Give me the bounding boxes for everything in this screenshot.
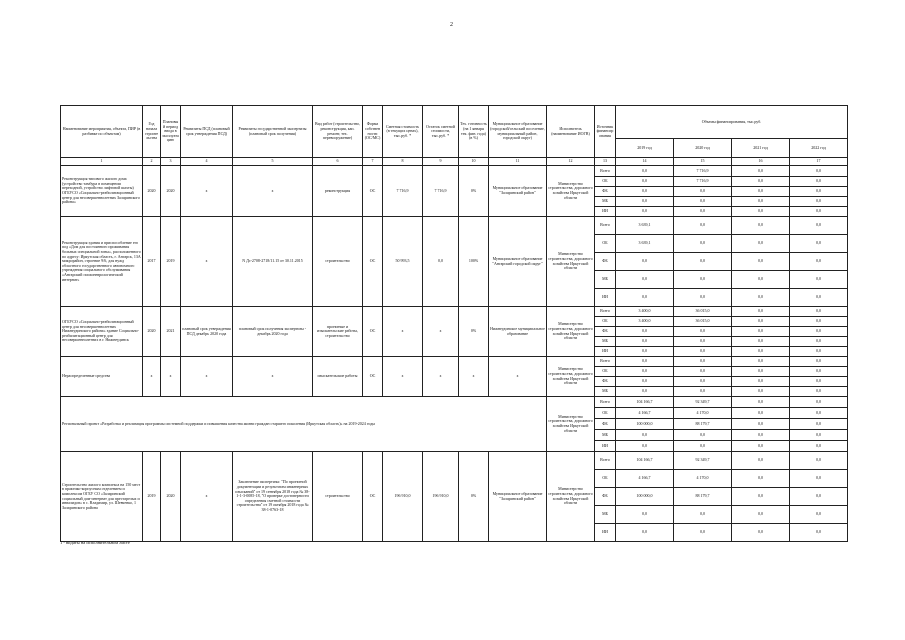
column-header: Объемы финансирования, тыс.руб. bbox=[616, 106, 848, 139]
amount-cell: 0,0 bbox=[790, 524, 848, 542]
amount-cell: 0,0 bbox=[674, 347, 732, 357]
amount-cell: 0,0 bbox=[616, 367, 674, 377]
funding-source: ФБ bbox=[595, 488, 616, 506]
amount-cell: 100 000,0 bbox=[616, 488, 674, 506]
amount-cell: 0,0 bbox=[790, 307, 848, 317]
amount-cell: 3 639,1 bbox=[616, 217, 674, 235]
amount-cell: 4 166,7 bbox=[616, 470, 674, 488]
amount-cell: 0,0 bbox=[674, 387, 732, 397]
column-header: Тех. готовность (на 1 января тек. фин. года) (в %) bbox=[459, 106, 489, 158]
column-header: Реквизиты государственной экспертизы (плановый срок получения) bbox=[233, 106, 313, 158]
amount-cell: 0,0 bbox=[790, 377, 848, 387]
table-cell: 0,0 bbox=[423, 217, 459, 307]
object-name: Реконструкция типового жилого дома (устройство тамбура в помещении переходной, устройство лифтовой шахты) ОГБУСО «Социально-реабилитационный центр для несовершеннолетних Заларинского района» bbox=[61, 166, 143, 217]
funding-source: Всего bbox=[595, 397, 616, 408]
amount-cell: 88 179,7 bbox=[674, 419, 732, 430]
funding-source: МБ bbox=[595, 506, 616, 524]
amount-cell: 0,0 bbox=[790, 357, 848, 367]
table-cell: x bbox=[423, 307, 459, 357]
amount-cell: 0,0 bbox=[790, 289, 848, 307]
table-cell: Министерство строительства, дорожного хозяйства Иркутской области bbox=[547, 452, 595, 542]
amount-cell: 0,0 bbox=[674, 271, 732, 289]
amount-cell: 0,0 bbox=[616, 197, 674, 207]
column-number: 4 bbox=[181, 158, 233, 166]
amount-cell: 0,0 bbox=[790, 506, 848, 524]
amount-cell: 88 179,7 bbox=[674, 488, 732, 506]
amount-cell: 0,0 bbox=[732, 235, 790, 253]
funding-source: ИИ bbox=[595, 207, 616, 217]
table-cell: x bbox=[489, 357, 547, 397]
funding-source: ОБ bbox=[595, 470, 616, 488]
year-header: 2019 год bbox=[616, 139, 674, 158]
funding-source: ИИ bbox=[595, 524, 616, 542]
amount-cell: 0,0 bbox=[732, 317, 790, 327]
table-cell: Министерство строительства, дорожного хозяйства Иркутской области bbox=[547, 307, 595, 357]
object-name: ОГБУСО «Социально-реабилитационный центр для несовершеннолетних Нижнеудинского района» здание Социально-реабилитационный центр для несовершеннолетних в г. Нижнеудинск bbox=[61, 307, 143, 357]
amount-cell: 0,0 bbox=[616, 327, 674, 337]
amount-cell: 0,0 bbox=[616, 357, 674, 367]
funding-source: ФБ bbox=[595, 327, 616, 337]
funding-source: ФБ bbox=[595, 253, 616, 271]
amount-cell: 0,0 bbox=[674, 217, 732, 235]
funding-source: Всего bbox=[595, 357, 616, 367]
amount-cell: 7 716,9 bbox=[674, 166, 732, 177]
amount-cell: 4 170,0 bbox=[674, 408, 732, 419]
amount-cell: 36 015,0 bbox=[674, 317, 732, 327]
funding-source: Всего bbox=[595, 166, 616, 177]
column-number: 12 bbox=[547, 158, 595, 166]
table-cell: Министерство строительства, дорожного хозяйства Иркутской области bbox=[547, 166, 595, 217]
table-cell: Министерство строительства, дорожного хозяйства Иркутской области bbox=[547, 357, 595, 397]
table-cell: реконструкция bbox=[313, 166, 363, 217]
amount-cell: 0,0 bbox=[790, 166, 848, 177]
table-cell: 0% bbox=[459, 307, 489, 357]
table-cell: x bbox=[181, 357, 233, 397]
funding-source: ИИ bbox=[595, 441, 616, 452]
column-header: Наименование мероприятия, объекта, ПИР (в разбивке по объектам) bbox=[61, 106, 143, 158]
table-row bbox=[61, 166, 848, 177]
amount-cell: 0,0 bbox=[790, 470, 848, 488]
table-cell: N Дс-2708-2718/11.15 от 30.11.2015 bbox=[233, 217, 313, 307]
table-cell: ОС bbox=[363, 452, 383, 542]
table-cell: x bbox=[423, 357, 459, 397]
amount-cell: 0,0 bbox=[616, 430, 674, 441]
amount-cell: 0,0 bbox=[790, 197, 848, 207]
table-cell: x bbox=[181, 217, 233, 307]
table-cell: плановый срок получения экспертизы - декабрь 2020 года bbox=[233, 307, 313, 357]
amount-cell: 0,0 bbox=[790, 207, 848, 217]
column-number-row bbox=[61, 158, 848, 166]
column-header: Год начала строительства bbox=[143, 106, 161, 158]
column-header: Сметная стоимость (в текущих ценах), тыс.руб. * bbox=[383, 106, 423, 158]
table-cell: Муниципальное образование "Ангарский городской округ" bbox=[489, 217, 547, 307]
funding-source: ФБ bbox=[595, 187, 616, 197]
column-header: Форма собственности (ОС/МС) bbox=[363, 106, 383, 158]
amount-cell: 104 166,7 bbox=[616, 397, 674, 408]
table-cell: 2020 bbox=[161, 166, 181, 217]
amount-cell: 0,0 bbox=[790, 187, 848, 197]
table-cell: ОС bbox=[363, 217, 383, 307]
table-cell: плановый срок утверждения ПСД декабрь 2020 года bbox=[181, 307, 233, 357]
amount-cell: 0,0 bbox=[732, 524, 790, 542]
amount-cell: 0,0 bbox=[732, 187, 790, 197]
table-cell: проектные и изыскательские работы, строительство bbox=[313, 307, 363, 357]
table-row bbox=[61, 452, 848, 470]
column-header: Остаток сметной стоимости, тыс.руб. * bbox=[423, 106, 459, 158]
funding-source: ИИ bbox=[595, 289, 616, 307]
amount-cell: 0,0 bbox=[732, 271, 790, 289]
object-name: Нераспределенные средства bbox=[61, 357, 143, 397]
amount-cell: 0,0 bbox=[732, 470, 790, 488]
funding-source: ИИ bbox=[595, 347, 616, 357]
table-cell: строительство bbox=[313, 452, 363, 542]
amount-cell: 100 000,0 bbox=[616, 419, 674, 430]
column-number: 15 bbox=[674, 158, 732, 166]
funding-source: Всего bbox=[595, 217, 616, 235]
amount-cell: 0,0 bbox=[790, 408, 848, 419]
amount-cell: 0,0 bbox=[616, 253, 674, 271]
column-number: 11 bbox=[489, 158, 547, 166]
amount-cell: 0,0 bbox=[732, 452, 790, 470]
amount-cell: 92 349,7 bbox=[674, 452, 732, 470]
amount-cell: 0,0 bbox=[732, 506, 790, 524]
amount-cell: 0,0 bbox=[790, 367, 848, 377]
table-cell: ОС bbox=[363, 357, 383, 397]
amount-cell: 0,0 bbox=[790, 337, 848, 347]
table-cell: 0% bbox=[459, 452, 489, 542]
table-cell: изыскательские работы bbox=[313, 357, 363, 397]
funding-source: МБ bbox=[595, 430, 616, 441]
amount-cell: 0,0 bbox=[790, 452, 848, 470]
amount-cell: 0,0 bbox=[674, 357, 732, 367]
amount-cell: 0,0 bbox=[616, 187, 674, 197]
funding-source: ОБ bbox=[595, 235, 616, 253]
amount-cell: 0,0 bbox=[674, 367, 732, 377]
amount-cell: 0,0 bbox=[674, 430, 732, 441]
table-cell: строительство bbox=[313, 217, 363, 307]
amount-cell: 0,0 bbox=[674, 235, 732, 253]
amount-cell: 0,0 bbox=[790, 253, 848, 271]
amount-cell: 0,0 bbox=[616, 441, 674, 452]
amount-cell: 0,0 bbox=[732, 377, 790, 387]
amount-cell: 0,0 bbox=[790, 327, 848, 337]
amount-cell: 0,0 bbox=[790, 177, 848, 187]
funding-source: Всего bbox=[595, 452, 616, 470]
page-number: 2 bbox=[450, 22, 453, 28]
table-cell: x bbox=[181, 166, 233, 217]
table-cell: 0% bbox=[459, 166, 489, 217]
year-header: 2022 год bbox=[790, 139, 848, 158]
amount-cell: 0,0 bbox=[732, 337, 790, 347]
amount-cell: 0,0 bbox=[732, 430, 790, 441]
table-cell: x bbox=[233, 166, 313, 217]
amount-cell: 0,0 bbox=[732, 307, 790, 317]
table-cell: 50 993,5 bbox=[383, 217, 423, 307]
amount-cell: 3 639,1 bbox=[616, 235, 674, 253]
table-cell: Министерство строительства, дорожного хозяйства Иркутской области bbox=[547, 217, 595, 307]
column-number: 9 bbox=[423, 158, 459, 166]
column-header: Реквизиты ПСД (плановый срок утверждения ПСД) bbox=[181, 106, 233, 158]
funding-source: ОБ bbox=[595, 177, 616, 187]
amount-cell: 0,0 bbox=[674, 289, 732, 307]
object-name: Реконструкция здания и приспособление его под «Дом для постоянного проживания больных специальной зоны», расположенного по адресу: Иркутская область, г. Ангарск, 13А микрорайон, строение 9/6, для нужд областного государственного автономного учреждения социального обслуживания «Ангарский психоневрологический интернат» bbox=[61, 217, 143, 307]
header-row bbox=[61, 106, 848, 139]
amount-cell: 0,0 bbox=[616, 506, 674, 524]
amount-cell: 0,0 bbox=[732, 357, 790, 367]
amount-cell: 3 400,0 bbox=[616, 317, 674, 327]
amount-cell: 0,0 bbox=[674, 441, 732, 452]
amount-cell: 0,0 bbox=[616, 524, 674, 542]
regional-project-title: Региональный проект «Разработка и реализация программы системной поддержки и повышения качества жизни граждан старшего поколения (Иркутская область)» на 2019-2024 годы bbox=[61, 397, 547, 452]
table-cell: 2019 bbox=[161, 217, 181, 307]
amount-cell: 0,0 bbox=[616, 337, 674, 347]
year-header: 2020 год bbox=[674, 139, 732, 158]
column-number: 7 bbox=[363, 158, 383, 166]
table-cell: x bbox=[459, 357, 489, 397]
amount-cell: 92 349,7 bbox=[674, 397, 732, 408]
table-cell: 2019 bbox=[143, 452, 161, 542]
amount-cell: 0,0 bbox=[790, 387, 848, 397]
amount-cell: 0,0 bbox=[732, 166, 790, 177]
column-number: 16 bbox=[732, 158, 790, 166]
amount-cell: 0,0 bbox=[732, 441, 790, 452]
funding-source: ФБ bbox=[595, 377, 616, 387]
funding-source: Всего bbox=[595, 307, 616, 317]
amount-cell: 0,0 bbox=[732, 207, 790, 217]
amount-cell: 0,0 bbox=[790, 235, 848, 253]
column-number: 6 bbox=[313, 158, 363, 166]
table-row bbox=[61, 307, 848, 317]
amount-cell: 0,0 bbox=[674, 197, 732, 207]
column-header: Исполнитель (наименование ИОГВ) bbox=[547, 106, 595, 158]
amount-cell: 0,0 bbox=[732, 217, 790, 235]
table-cell: 2020 bbox=[161, 452, 181, 542]
funding-source: ФБ bbox=[595, 419, 616, 430]
column-number: 10 bbox=[459, 158, 489, 166]
amount-cell: 0,0 bbox=[674, 377, 732, 387]
amount-cell: 0,0 bbox=[616, 271, 674, 289]
table-cell: 2020 bbox=[143, 166, 161, 217]
amount-cell: 0,0 bbox=[732, 253, 790, 271]
amount-cell: 0,0 bbox=[616, 207, 674, 217]
amount-cell: 0,0 bbox=[790, 430, 848, 441]
amount-cell: 0,0 bbox=[616, 377, 674, 387]
amount-cell: 0,0 bbox=[674, 207, 732, 217]
column-number: 2 bbox=[143, 158, 161, 166]
amount-cell: 0,0 bbox=[732, 367, 790, 377]
amount-cell: 0,0 bbox=[674, 253, 732, 271]
table-cell: 7 716,9 bbox=[423, 166, 459, 217]
amount-cell: 0,0 bbox=[790, 271, 848, 289]
object-name: Строительство жилого комплекса на 150 мест в практико-корпусным отделением и комплексом ОГБУ СО «Заларинский социальный дом-интернат для престарелых и инвалидов» в с. Владимир, ул. Шевченко, 1 Заларинского района bbox=[61, 452, 143, 542]
column-number: 13 bbox=[595, 158, 616, 166]
amount-cell: 7 716,9 bbox=[674, 177, 732, 187]
table-row bbox=[61, 357, 848, 367]
amount-cell: 0,0 bbox=[732, 419, 790, 430]
amount-cell: 3 400,0 bbox=[616, 307, 674, 317]
funding-source: МБ bbox=[595, 387, 616, 397]
column-header: Плановый период ввода в эксплуатацию bbox=[161, 106, 181, 158]
funding-source: МБ bbox=[595, 337, 616, 347]
table-cell: 196 910,0 bbox=[383, 452, 423, 542]
column-header: Источник финансирования bbox=[595, 106, 616, 158]
amount-cell: 0,0 bbox=[674, 524, 732, 542]
table-cell: 100% bbox=[459, 217, 489, 307]
table-cell: Муниципальное образование "Заларинский район" bbox=[489, 452, 547, 542]
amount-cell: 0,0 bbox=[790, 488, 848, 506]
table-cell: x bbox=[143, 357, 161, 397]
table-cell: x bbox=[233, 357, 313, 397]
amount-cell: 0,0 bbox=[732, 289, 790, 307]
amount-cell: 0,0 bbox=[790, 317, 848, 327]
amount-cell: 0,0 bbox=[732, 397, 790, 408]
table-cell: x bbox=[161, 357, 181, 397]
amount-cell: 0,0 bbox=[790, 347, 848, 357]
amount-cell: 0,0 bbox=[616, 177, 674, 187]
amount-cell: 0,0 bbox=[616, 347, 674, 357]
amount-cell: 0,0 bbox=[790, 217, 848, 235]
table-cell: x bbox=[383, 307, 423, 357]
amount-cell: 0,0 bbox=[790, 441, 848, 452]
year-header: 2021 год bbox=[732, 139, 790, 158]
amount-cell: 0,0 bbox=[732, 488, 790, 506]
amount-cell: 0,0 bbox=[732, 387, 790, 397]
amount-cell: 0,0 bbox=[732, 327, 790, 337]
table-cell: x bbox=[383, 357, 423, 397]
table-row bbox=[61, 217, 848, 235]
funding-source: МБ bbox=[595, 271, 616, 289]
table-cell: Заключение экспертизы: "По проектной документации и результатам инженерных изысканий" от 19 сентября 2018 года № 38-1-1-3-0085-18, "О проверке достоверности определения сметной стоимости строительства" от 19 октября 2018 года № 38-1-0763-18 bbox=[233, 452, 313, 542]
amount-cell: 0,0 bbox=[790, 397, 848, 408]
table-cell: ОС bbox=[363, 166, 383, 217]
amount-cell: 0,0 bbox=[674, 506, 732, 524]
column-number: 3 bbox=[161, 158, 181, 166]
column-number: 8 bbox=[383, 158, 423, 166]
amount-cell: 0,0 bbox=[674, 337, 732, 347]
table-cell: 2017 bbox=[143, 217, 161, 307]
amount-cell: 0,0 bbox=[732, 408, 790, 419]
funding-source: ОБ bbox=[595, 367, 616, 377]
table-cell: ОС bbox=[363, 307, 383, 357]
table-cell: 7 716,9 bbox=[383, 166, 423, 217]
column-number: 14 bbox=[616, 158, 674, 166]
table-cell: x bbox=[181, 452, 233, 542]
table-body bbox=[61, 106, 848, 542]
financing-table bbox=[60, 105, 848, 542]
amount-cell: 0,0 bbox=[732, 347, 790, 357]
amount-cell: 104 166,7 bbox=[616, 452, 674, 470]
amount-cell: 0,0 bbox=[732, 197, 790, 207]
table-row bbox=[61, 397, 848, 408]
column-number: 1 bbox=[61, 158, 143, 166]
amount-cell: 0,0 bbox=[616, 289, 674, 307]
amount-cell: 36 015,0 bbox=[674, 307, 732, 317]
table-cell: 2020 bbox=[143, 307, 161, 357]
amount-cell: 0,0 bbox=[616, 387, 674, 397]
amount-cell: 4 166,7 bbox=[616, 408, 674, 419]
column-header: Вид работ (строительство, реконструкция, кап. ремонт, тех. перевооружение) bbox=[313, 106, 363, 158]
footnote: 1 - видаты на исполнительном листе bbox=[60, 540, 130, 545]
funding-source: ОБ bbox=[595, 317, 616, 327]
amount-cell: 0,0 bbox=[674, 187, 732, 197]
amount-cell: 4 170,0 bbox=[674, 470, 732, 488]
funding-source: МБ bbox=[595, 197, 616, 207]
table-cell: 2021 bbox=[161, 307, 181, 357]
table-cell: 196 910,0 bbox=[423, 452, 459, 542]
table-cell: Муниципальное образование "Заларинский район" bbox=[489, 166, 547, 217]
funding-source: ОБ bbox=[595, 408, 616, 419]
amount-cell: 0,0 bbox=[790, 419, 848, 430]
column-number: 17 bbox=[790, 158, 848, 166]
column-header: Муниципальное образование (городской/сельский поселение, муниципальный район, городской округ) bbox=[489, 106, 547, 158]
amount-cell: 0,0 bbox=[674, 327, 732, 337]
table-cell: Министерство строительства, дорожного хозяйства Иркутской области bbox=[547, 397, 595, 452]
amount-cell: 0,0 bbox=[616, 166, 674, 177]
table-cell: Нижнеудинское муниципальное образование bbox=[489, 307, 547, 357]
column-number: 5 bbox=[233, 158, 313, 166]
amount-cell: 0,0 bbox=[732, 177, 790, 187]
